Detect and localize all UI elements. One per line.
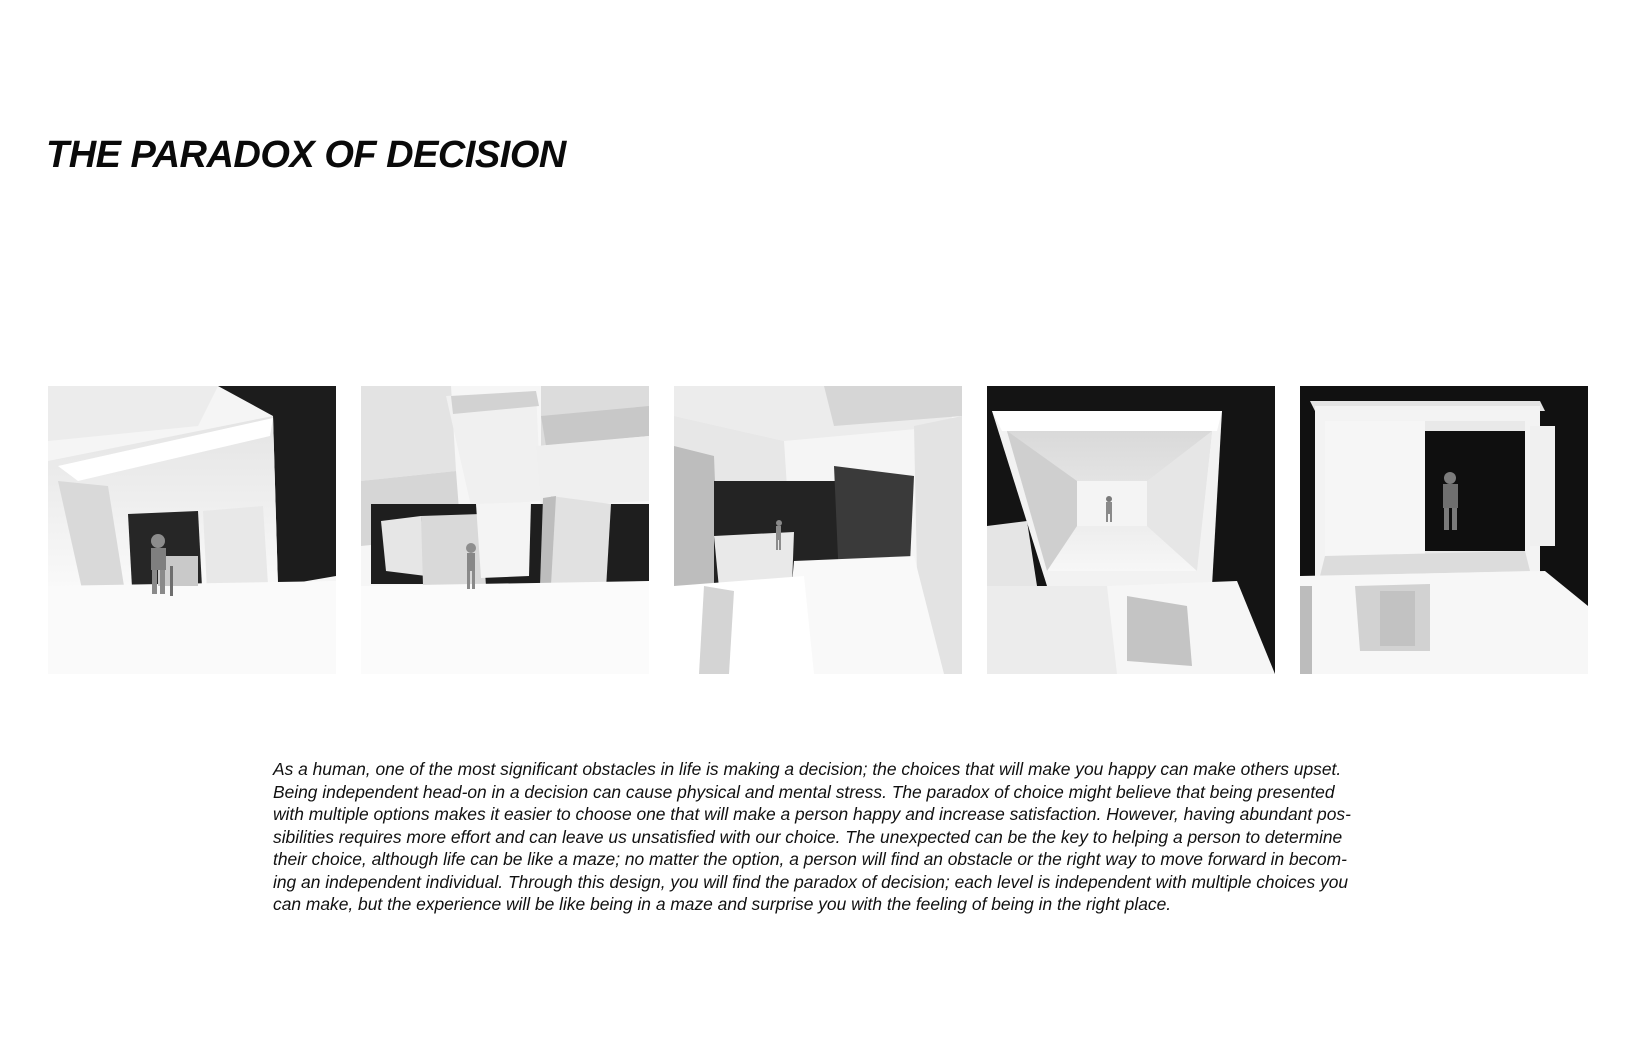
model-photo-4-image — [987, 386, 1275, 674]
model-photo-5-image — [1300, 386, 1588, 674]
description-line: with multiple options makes it easier to choose one that will make a person happy and increase satisfaction. However, having abundant pos- — [273, 804, 1351, 824]
description-line: ing an independent individual. Through this design, you will find the paradox of decision; each level is independent with multiple choices you — [273, 871, 1349, 892]
model-photo-5 — [1300, 386, 1588, 674]
model-photo-3-image — [674, 386, 962, 674]
model-photo-1-image — [48, 386, 336, 674]
page-title: THE PARADOX OF DECISION — [46, 134, 566, 176]
description-text — [273, 758, 1453, 916]
model-photo-4 — [987, 386, 1275, 674]
description-line: can make, but the experience will be like being in a maze and surprise you with the feeling of being in the right place. — [273, 894, 1172, 914]
description-line: Being independent head-on in a decision can cause physical and mental stress. The paradox of choice might believe that being presented — [273, 781, 1335, 802]
description-line: their choice, although life can be like a maze; no matter the option, a person will find an obstacle or the right way to move forward in becom- — [273, 849, 1347, 869]
description-line: As a human, one of the most significant obstacles in life is making a decision; the choices that will make you happy can make others upset. — [273, 759, 1342, 779]
photo-strip — [48, 386, 1592, 674]
model-photo-3 — [674, 386, 962, 674]
description-line: sibilities requires more effort and can leave us unsatisfied with our choice. The unexpected can be the key to helping a person to determine — [273, 826, 1343, 847]
model-photo-1 — [48, 386, 336, 674]
model-photo-2 — [361, 386, 649, 674]
model-photo-2-image — [361, 386, 649, 674]
